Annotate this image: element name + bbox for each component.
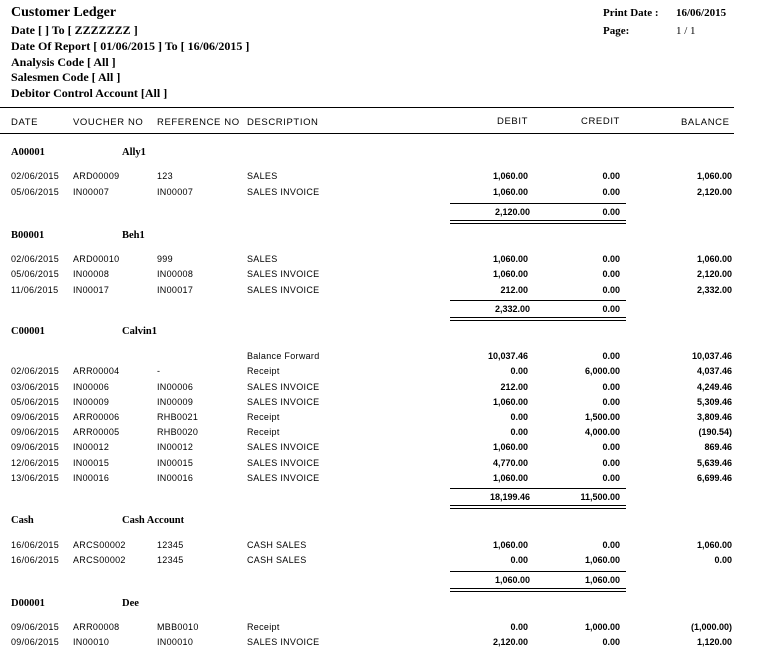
page-number: 1 / 1 bbox=[676, 25, 696, 37]
row-debit: 1,060.00 bbox=[492, 473, 528, 483]
row-date: 13/06/2015 bbox=[11, 473, 60, 483]
row-voucher: IN00016 bbox=[73, 473, 110, 483]
row-description: SALES INVOICE bbox=[247, 473, 320, 483]
row-credit: 0.00 bbox=[602, 397, 620, 407]
row-date: 09/06/2015 bbox=[11, 442, 60, 452]
row-voucher: ARR00008 bbox=[73, 622, 120, 632]
row-debit: 0.00 bbox=[510, 412, 528, 422]
col-balance: BALANCE bbox=[681, 117, 730, 128]
col-description: DESCRIPTION bbox=[247, 117, 319, 128]
row-description: SALES INVOICE bbox=[247, 637, 320, 647]
customer-code: A00001 bbox=[11, 147, 45, 158]
customer-code: Cash bbox=[11, 515, 34, 526]
row-voucher: IN00017 bbox=[73, 285, 110, 295]
row-voucher: ARCS00002 bbox=[73, 555, 126, 565]
filter-analysis-code: Analysis Code [ All ] bbox=[11, 55, 116, 69]
row-balance: 5,639.46 bbox=[696, 458, 732, 468]
row-debit: 1,060.00 bbox=[492, 187, 528, 197]
filter-date-range: Date [ ] To [ ZZZZZZZ ] bbox=[11, 23, 138, 37]
row-reference: RHB0021 bbox=[157, 412, 199, 422]
row-description: SALES INVOICE bbox=[247, 187, 320, 197]
subtotal-double-rule bbox=[450, 588, 626, 592]
row-date: 09/06/2015 bbox=[11, 427, 60, 437]
subtotal-debit: 2,332.00 bbox=[494, 304, 530, 314]
row-debit: 2,120.00 bbox=[492, 637, 528, 647]
row-balance: 1,060.00 bbox=[696, 540, 732, 550]
row-voucher: ARD00010 bbox=[73, 254, 120, 264]
filter-salesmen-code: Salesmen Code [ All ] bbox=[11, 70, 121, 84]
subtotal-credit: 0.00 bbox=[602, 304, 620, 314]
row-date: 11/06/2015 bbox=[11, 285, 59, 295]
row-debit: 1,060.00 bbox=[492, 171, 528, 181]
row-reference: MBB0010 bbox=[157, 622, 199, 632]
report-title: Customer Ledger bbox=[11, 5, 117, 20]
row-reference: IN00010 bbox=[157, 637, 194, 647]
row-voucher: IN00007 bbox=[73, 187, 110, 197]
filter-debtor-control: Debitor Control Account [All ] bbox=[11, 86, 168, 100]
row-reference: RHB0020 bbox=[157, 427, 199, 437]
row-debit: 212.00 bbox=[500, 285, 528, 295]
print-date-label: Print Date : bbox=[603, 7, 659, 19]
row-balance: (190.54) bbox=[698, 427, 732, 437]
row-date: 03/06/2015 bbox=[11, 382, 60, 392]
row-debit: 0.00 bbox=[510, 427, 528, 437]
subtotal-debit: 2,120.00 bbox=[494, 207, 530, 217]
row-date: 02/06/2015 bbox=[11, 171, 60, 181]
page-label: Page: bbox=[603, 25, 630, 37]
row-voucher: IN00010 bbox=[73, 637, 110, 647]
row-voucher: ARR00005 bbox=[73, 427, 120, 437]
customer-name: Calvin1 bbox=[122, 326, 158, 337]
row-credit: 0.00 bbox=[602, 187, 620, 197]
row-balance: 869.46 bbox=[704, 442, 732, 452]
row-credit: 0.00 bbox=[602, 473, 620, 483]
customer-code: C00001 bbox=[11, 326, 45, 337]
row-debit: 212.00 bbox=[500, 382, 528, 392]
row-date: 16/06/2015 bbox=[11, 540, 60, 550]
customer-name: Ally1 bbox=[122, 147, 146, 158]
print-date: 16/06/2015 bbox=[676, 7, 727, 19]
row-balance: 1,060.00 bbox=[696, 254, 732, 264]
row-balance: 3,809.46 bbox=[696, 412, 732, 422]
row-debit: 1,060.00 bbox=[492, 269, 528, 279]
row-credit: 0.00 bbox=[602, 442, 620, 452]
row-reference: 12345 bbox=[157, 540, 184, 550]
col-reference: REFERENCE NO bbox=[157, 117, 240, 128]
subtotal-double-rule bbox=[450, 317, 626, 321]
row-credit: 0.00 bbox=[602, 382, 620, 392]
subtotal-rule bbox=[450, 571, 626, 572]
row-description: SALES INVOICE bbox=[247, 382, 320, 392]
row-description: Receipt bbox=[247, 412, 280, 422]
row-balance: 2,120.00 bbox=[696, 269, 732, 279]
row-balance: 5,309.46 bbox=[696, 397, 732, 407]
row-date: 09/06/2015 bbox=[11, 622, 60, 632]
col-debit: DEBIT bbox=[497, 116, 528, 127]
subtotal-rule bbox=[450, 203, 626, 204]
row-voucher: IN00008 bbox=[73, 269, 110, 279]
row-balance: 4,249.46 bbox=[696, 382, 732, 392]
row-description: CASH SALES bbox=[247, 540, 307, 550]
row-voucher: ARR00006 bbox=[73, 412, 120, 422]
row-balance: 10,037.46 bbox=[691, 351, 732, 361]
row-reference: IN00012 bbox=[157, 442, 194, 452]
row-description: CASH SALES bbox=[247, 555, 307, 565]
row-credit: 4,000.00 bbox=[584, 427, 620, 437]
row-debit: 0.00 bbox=[510, 366, 528, 376]
row-description: Receipt bbox=[247, 427, 280, 437]
row-balance: 6,699.46 bbox=[696, 473, 732, 483]
subtotal-credit: 11,500.00 bbox=[580, 492, 620, 502]
row-description: Receipt bbox=[247, 366, 280, 376]
customer-code: D00001 bbox=[11, 598, 45, 609]
row-credit: 1,060.00 bbox=[584, 555, 620, 565]
row-credit: 0.00 bbox=[602, 540, 620, 550]
row-credit: 0.00 bbox=[602, 351, 620, 361]
row-voucher: IN00015 bbox=[73, 458, 110, 468]
row-description: SALES INVOICE bbox=[247, 442, 320, 452]
row-balance: 4,037.46 bbox=[696, 366, 732, 376]
customer-code: B00001 bbox=[11, 230, 45, 241]
row-voucher: ARD00009 bbox=[73, 171, 120, 181]
row-balance: 2,332.00 bbox=[696, 285, 732, 295]
row-description: SALES INVOICE bbox=[247, 397, 320, 407]
row-reference: IN00016 bbox=[157, 473, 194, 483]
subtotal-credit: 0.00 bbox=[602, 207, 620, 217]
subtotal-debit: 1,060.00 bbox=[494, 575, 530, 585]
customer-name: Dee bbox=[122, 598, 139, 609]
subtotal-rule bbox=[450, 488, 626, 489]
customer-name: Cash Account bbox=[122, 515, 185, 526]
row-balance: 1,060.00 bbox=[696, 171, 732, 181]
row-date: 09/06/2015 bbox=[11, 637, 60, 647]
row-date: 02/06/2015 bbox=[11, 254, 60, 264]
subtotal-double-rule bbox=[450, 505, 626, 509]
row-debit: 4,770.00 bbox=[492, 458, 528, 468]
row-debit: 1,060.00 bbox=[492, 397, 528, 407]
row-description: SALES INVOICE bbox=[247, 285, 320, 295]
row-credit: 1,500.00 bbox=[584, 412, 620, 422]
row-debit: 1,060.00 bbox=[492, 254, 528, 264]
row-credit: 0.00 bbox=[602, 254, 620, 264]
row-date: 05/06/2015 bbox=[11, 269, 60, 279]
row-debit: 0.00 bbox=[510, 555, 528, 565]
subtotal-debit: 18,199.46 bbox=[489, 492, 530, 502]
row-balance: 0.00 bbox=[714, 555, 732, 565]
row-credit: 1,000.00 bbox=[584, 622, 620, 632]
row-credit: 0.00 bbox=[602, 637, 620, 647]
row-balance: (1,000.00) bbox=[690, 622, 732, 632]
row-description: SALES bbox=[247, 254, 278, 264]
row-voucher: ARR00004 bbox=[73, 366, 120, 376]
row-date: 09/06/2015 bbox=[11, 412, 60, 422]
row-credit: 0.00 bbox=[602, 458, 620, 468]
filter-report-date: Date Of Report [ 01/06/2015 ] To [ 16/06/2015 ] bbox=[11, 39, 250, 53]
row-debit: 0.00 bbox=[510, 622, 528, 632]
row-description: SALES INVOICE bbox=[247, 269, 320, 279]
row-reference: IN00008 bbox=[157, 269, 194, 279]
row-description: SALES INVOICE bbox=[247, 458, 320, 468]
subtotal-double-rule bbox=[450, 220, 626, 224]
row-debit: 10,037.46 bbox=[487, 351, 528, 361]
row-reference: IN00015 bbox=[157, 458, 194, 468]
subtotal-rule bbox=[450, 300, 626, 301]
header-top-rule bbox=[0, 107, 734, 108]
row-voucher: IN00009 bbox=[73, 397, 110, 407]
row-credit: 0.00 bbox=[602, 269, 620, 279]
row-reference: IN00007 bbox=[157, 187, 194, 197]
row-voucher: IN00006 bbox=[73, 382, 110, 392]
row-voucher: IN00012 bbox=[73, 442, 110, 452]
row-reference: - bbox=[157, 366, 161, 376]
customer-name: Beh1 bbox=[122, 230, 145, 241]
row-description: SALES bbox=[247, 171, 278, 181]
row-balance: 1,120.00 bbox=[696, 637, 732, 647]
row-reference: IN00006 bbox=[157, 382, 194, 392]
subtotal-credit: 1,060.00 bbox=[584, 575, 620, 585]
row-date: 16/06/2015 bbox=[11, 555, 60, 565]
header-bottom-rule bbox=[0, 133, 734, 134]
row-credit: 6,000.00 bbox=[584, 366, 620, 376]
row-date: 02/06/2015 bbox=[11, 366, 60, 376]
row-debit: 1,060.00 bbox=[492, 540, 528, 550]
col-credit: CREDIT bbox=[581, 116, 620, 127]
row-description: Receipt bbox=[247, 622, 280, 632]
row-reference: IN00009 bbox=[157, 397, 194, 407]
row-credit: 0.00 bbox=[602, 285, 620, 295]
col-voucher: VOUCHER NO bbox=[73, 117, 144, 128]
row-date: 05/06/2015 bbox=[11, 187, 60, 197]
row-date: 12/06/2015 bbox=[11, 458, 60, 468]
row-reference: IN00017 bbox=[157, 285, 194, 295]
row-credit: 0.00 bbox=[602, 171, 620, 181]
row-reference: 999 bbox=[157, 254, 173, 264]
row-debit: 1,060.00 bbox=[492, 442, 528, 452]
row-reference: 123 bbox=[157, 171, 173, 181]
col-date: DATE bbox=[11, 117, 39, 128]
row-balance: 2,120.00 bbox=[696, 187, 732, 197]
row-description: Balance Forward bbox=[247, 351, 320, 361]
row-reference: 12345 bbox=[157, 555, 184, 565]
row-voucher: ARCS00002 bbox=[73, 540, 126, 550]
row-date: 05/06/2015 bbox=[11, 397, 60, 407]
